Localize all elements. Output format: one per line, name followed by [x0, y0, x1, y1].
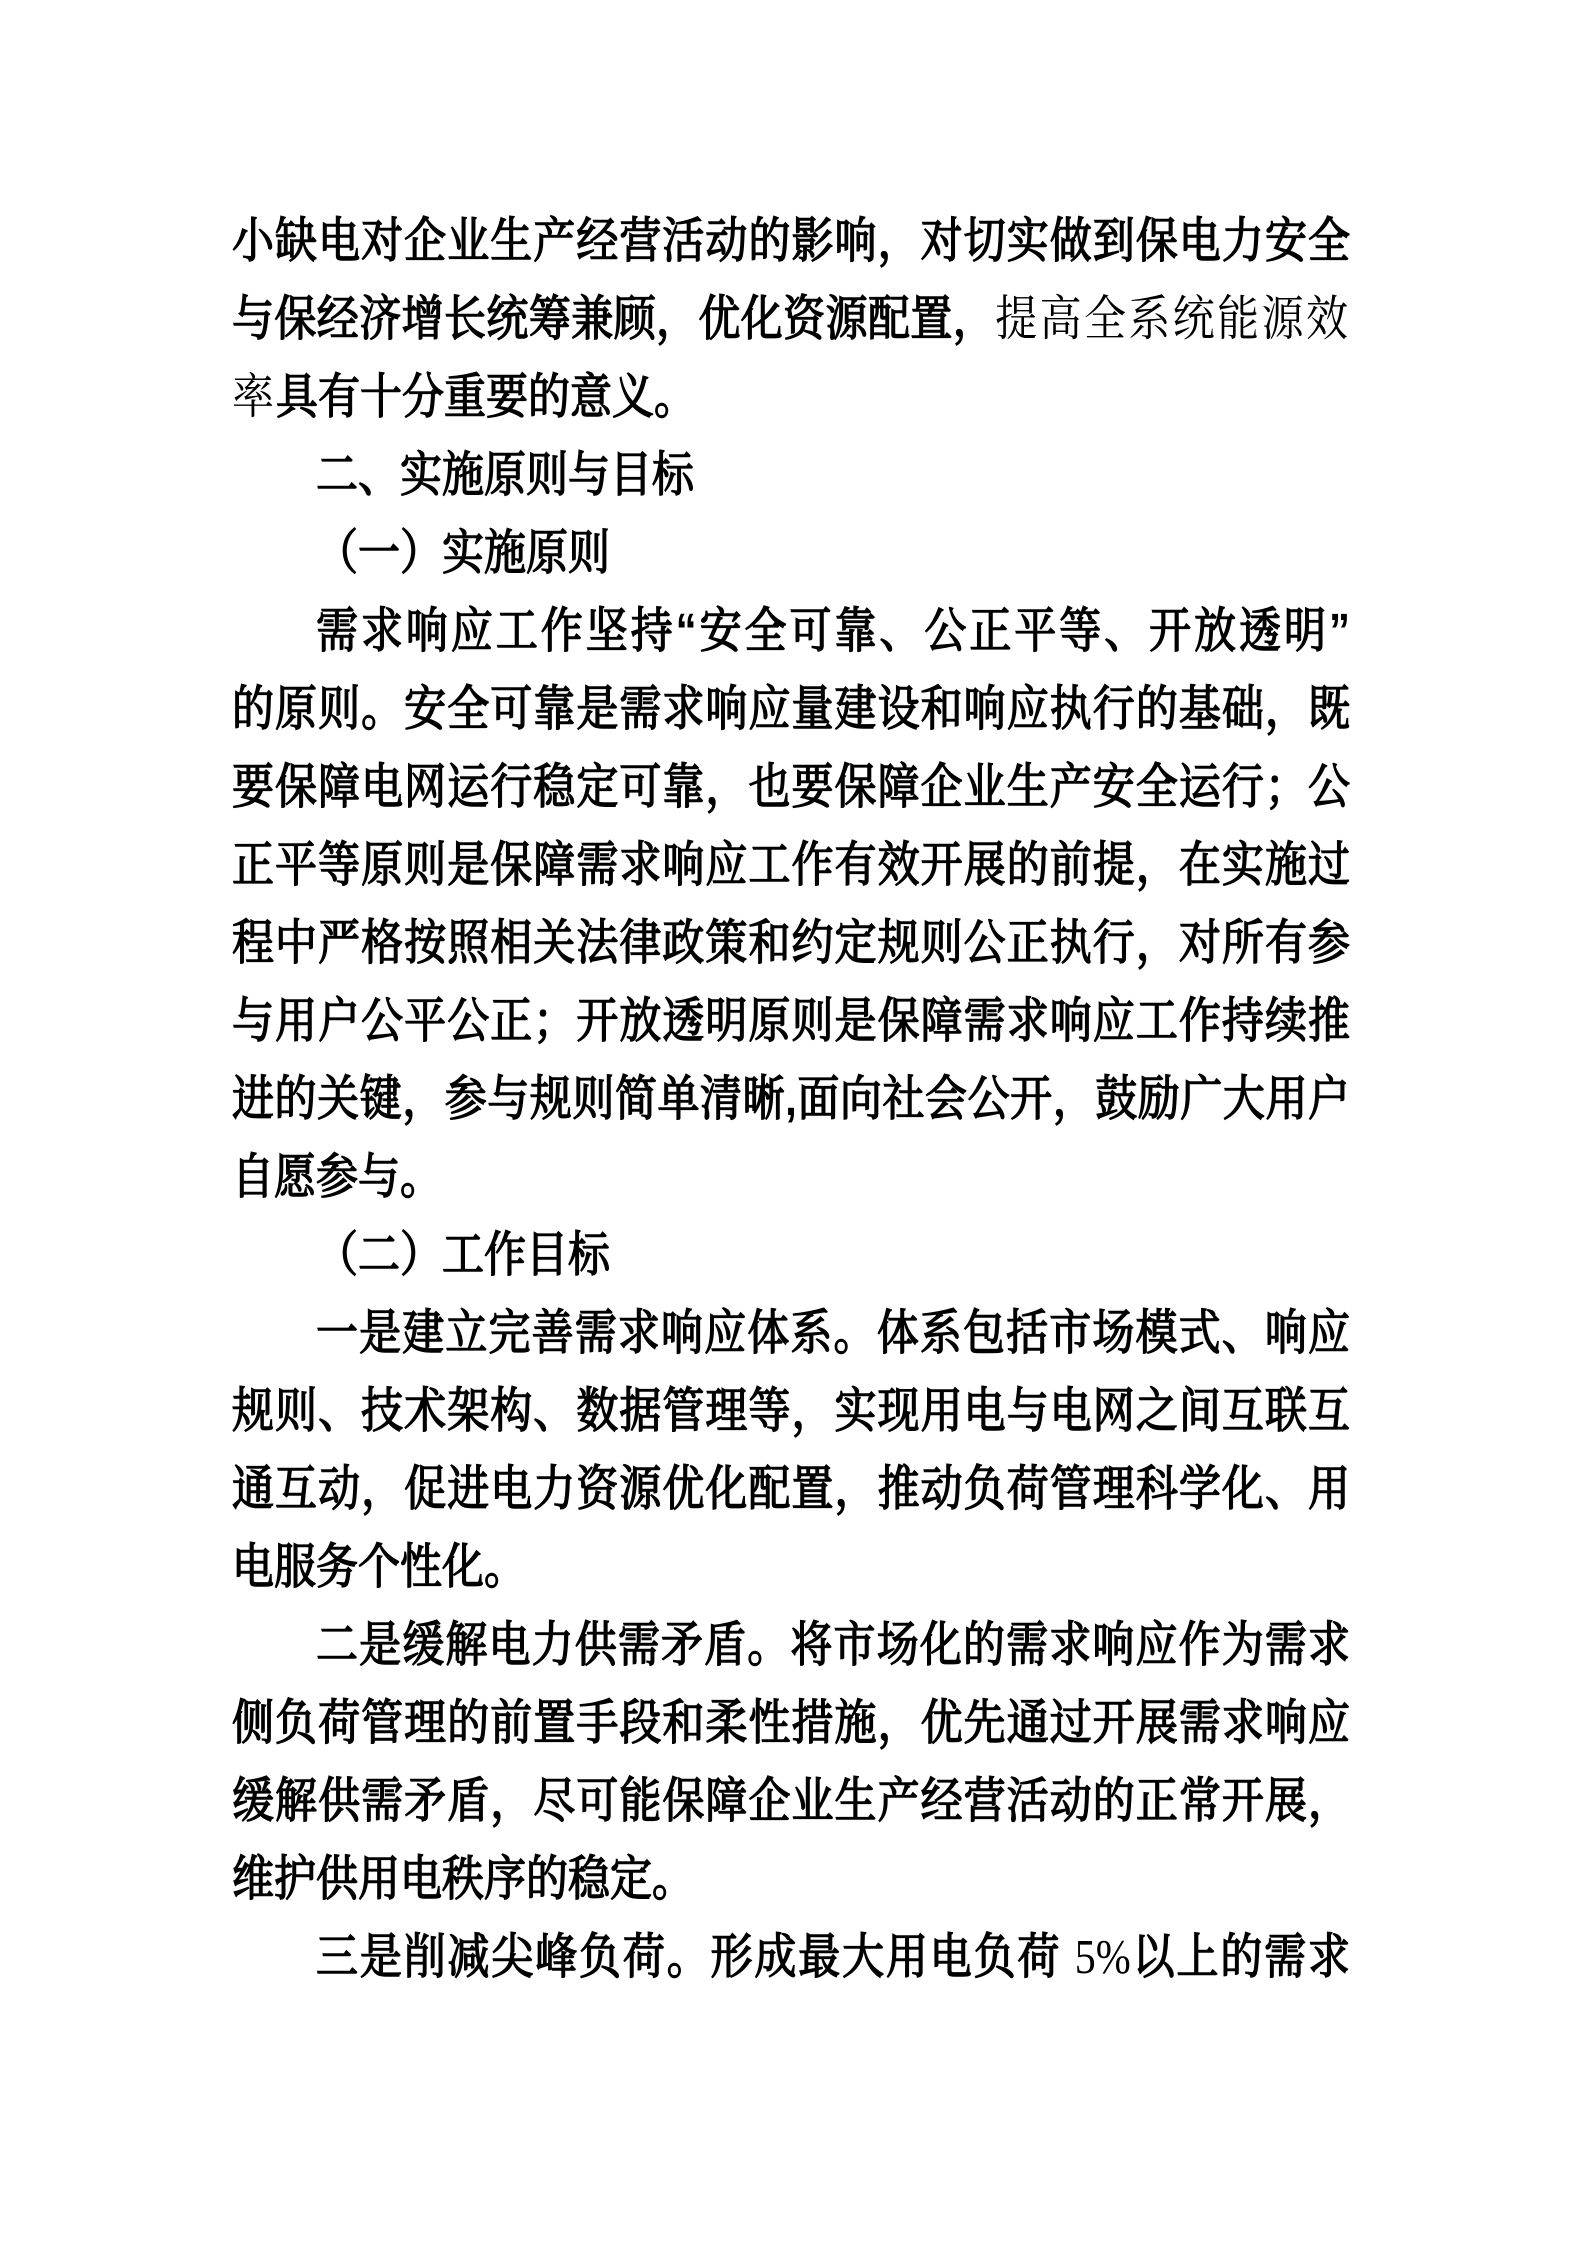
body-line: 小缺电对企业生产经营活动的影响，对切实做到保电力安全 — [232, 213, 1350, 268]
body-line: 正平等原则是保障需求响应工作有效开展的前提，在实施过 — [232, 837, 1350, 892]
heading-section-two: 二、实施原则与目标 — [316, 447, 695, 502]
document-text-block — [232, 202, 1350, 1996]
body-line — [232, 352, 1350, 442]
text-segment: 具有十分重要的意义。 — [276, 369, 697, 424]
body-line: 一是建立完善需求响应体系。体系包括市场模式、响应 — [316, 1305, 1350, 1360]
heading-sub-two: （二）工作目标 — [316, 1227, 611, 1282]
text-segment: 三是削减尖峰负荷。形成最大用电负荷 — [316, 1929, 1075, 1984]
body-line: 二是缓解电力供需矛盾。将市场化的需求响应作为需求 — [316, 1617, 1350, 1672]
body-line: 程中严格按照相关法律政策和约定规则公正执行，对所有参 — [232, 915, 1350, 970]
body-line: 通互动，促进电力资源优化配置，推动负荷管理科学化、用 — [232, 1461, 1350, 1516]
body-line — [232, 1912, 1350, 2002]
text-segment: 与保经济增长统筹兼顾，优化资源配置， — [232, 291, 996, 346]
body-line: 进的关键，参与规则简单清晰,面向社会公开，鼓励广大用户 — [232, 1071, 1350, 1126]
body-line: 与用户公平公正；开放透明原则是保障需求响应工作持续推 — [232, 993, 1350, 1048]
body-line: 要保障电网运行稳定可靠，也要保障企业生产安全运行；公 — [232, 759, 1350, 814]
body-line: 缓解供需矛盾，尽可能保障企业生产经营活动的正常开展， — [232, 1773, 1350, 1828]
body-line: 自愿参与。 — [232, 1149, 443, 1204]
body-line: 电服务个性化。 — [232, 1539, 527, 1594]
body-line: 维护供用电秩序的稳定。 — [232, 1851, 695, 1906]
body-line: 需求响应工作坚持“安全可靠、公正平等、开放透明” — [316, 603, 1350, 658]
inserted-text-light: 提高全系统能源效 — [995, 293, 1350, 347]
heading-sub-one: （一）实施原则 — [316, 525, 611, 580]
body-line — [232, 274, 1350, 364]
inserted-text-light: 率 — [232, 371, 277, 425]
percentage-value: 5% — [1074, 1931, 1131, 1985]
body-line: 规则、技术架构、数据管理等，实现用电与电网之间互联互 — [232, 1383, 1350, 1438]
body-line: 侧负荷管理的前置手段和柔性措施，优先通过开展需求响应 — [232, 1695, 1350, 1750]
body-line: 的原则。安全可靠是需求响应量建设和响应执行的基础，既 — [232, 681, 1350, 736]
text-segment: 以上的需求 — [1130, 1929, 1350, 1984]
